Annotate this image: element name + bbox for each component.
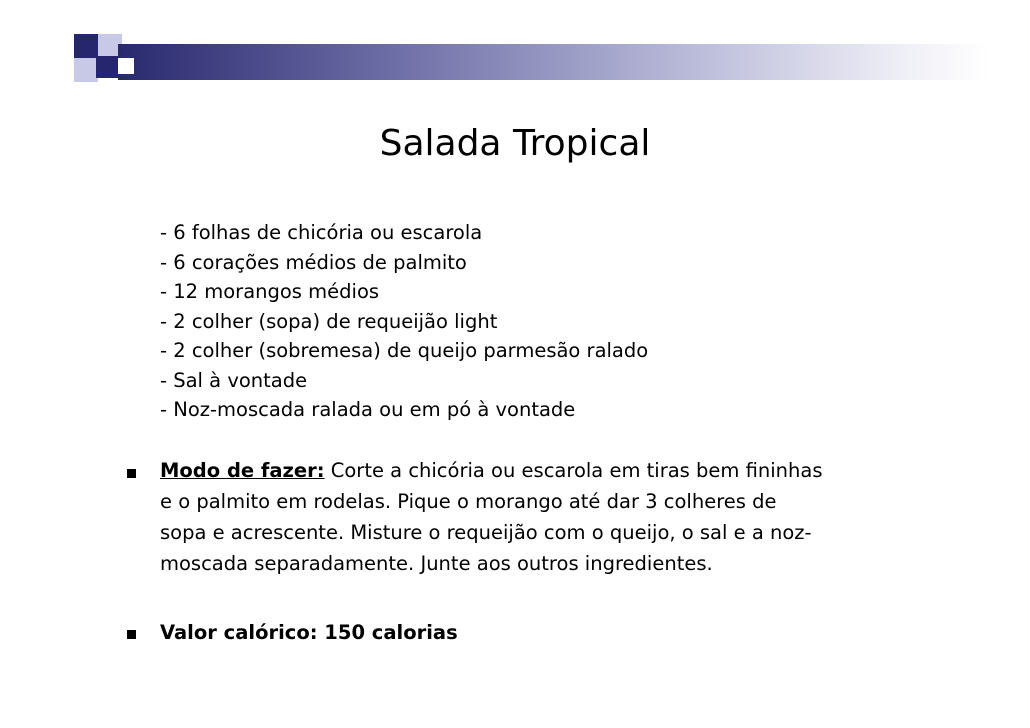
header-square-navy-bottom [96,56,118,78]
modo-line-text: Corte a chicória ou escarola em tiras bem fininhas [324,459,823,482]
modo-de-fazer-text [160,455,822,579]
ingredient-item: - Sal à vontade [160,368,308,392]
ingredient-item: - 2 colher (sobremesa) de queijo parmesão ralado [160,339,649,362]
ingredient-item: - Noz-moscada ralada ou em pó à vontade [160,398,576,421]
modo-line: moscada separadamente. Junte aos outros ingredientes. [160,552,713,575]
ingredient-item: - 6 folhas de chicória ou escarola [160,221,483,244]
bullet-square-icon [127,630,136,639]
ingredient-item: - 12 morangos médios [160,280,380,303]
header-square-navy-top [74,34,98,58]
ingredients-list [160,218,648,425]
header-square-white [118,58,134,74]
ingredient-item: - 6 corações médios de palmito [160,250,467,274]
modo-line: sopa e acrescente. Misture o requeijão com o queijo, o sal e a noz- [160,521,812,544]
ingredient-item: - 2 colher (sopa) de requeijão light [160,309,498,333]
slide-title: Salada Tropical [379,123,651,164]
header-square-light-bottom [74,58,98,82]
valor-calorico-text: Valor calórico: 150 calorias [160,621,458,644]
modo-line [160,455,822,486]
modo-line: e o palmito em rodelas. Pique o morango até dar 3 colheres de [160,490,777,513]
modo-de-fazer-label: Modo de fazer: [160,459,325,482]
header-gradient-bar [118,44,988,80]
bullet-square-icon [127,469,136,478]
